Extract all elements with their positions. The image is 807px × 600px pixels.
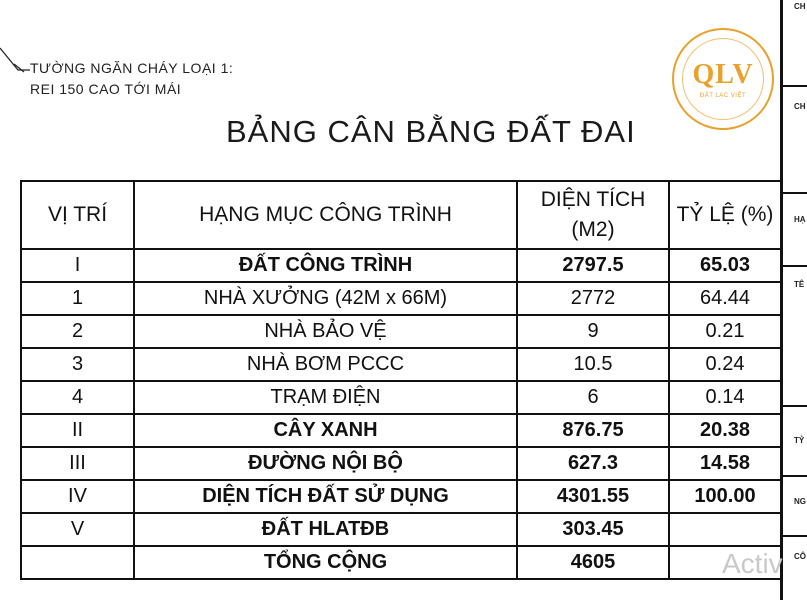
cell-area: 6 xyxy=(517,381,669,414)
table-row xyxy=(21,414,781,447)
strip-label: TÊ xyxy=(794,280,805,289)
cell-item: NHÀ BƠM PCCC xyxy=(134,348,517,381)
header-position: VỊ TRÍ xyxy=(21,181,134,249)
table-header-row xyxy=(21,181,781,249)
cell-position: IV xyxy=(21,480,134,513)
strip-label: TỶ xyxy=(794,436,805,445)
logo-text: QLV xyxy=(692,59,754,90)
cell-position: 2 xyxy=(21,315,134,348)
table-title: BẢNG CÂN BẰNG ĐẤT ĐAI xyxy=(226,114,636,149)
cell-ratio: 0.24 xyxy=(669,348,781,381)
strip-divider xyxy=(783,85,807,87)
table-row xyxy=(21,513,781,546)
cell-area: 303.45 xyxy=(517,513,669,546)
cell-position: 4 xyxy=(21,381,134,414)
cell-item: DIỆN TÍCH ĐẤT SỬ DỤNG xyxy=(134,480,517,513)
cell-item: NHÀ XƯỞNG (42M x 66M) xyxy=(134,282,517,315)
strip-label: CH xyxy=(794,102,806,111)
cell-item: CÂY XANH xyxy=(134,414,517,447)
cell-position: II xyxy=(21,414,134,447)
cell-position: 1 xyxy=(21,282,134,315)
wall-note xyxy=(30,58,233,100)
strip-divider xyxy=(783,265,807,267)
cell-area: 4605 xyxy=(517,546,669,579)
strip-divider xyxy=(783,192,807,194)
cell-item: ĐẤT CÔNG TRÌNH xyxy=(134,249,517,282)
cell-area: 4301.55 xyxy=(517,480,669,513)
strip-divider xyxy=(783,405,807,407)
table-row xyxy=(21,381,781,414)
cell-area: 10.5 xyxy=(517,348,669,381)
header-item: HẠNG MỤC CÔNG TRÌNH xyxy=(134,181,517,249)
cell-ratio: 20.38 xyxy=(669,414,781,447)
cell-ratio: 65.03 xyxy=(669,249,781,282)
strip-divider xyxy=(783,475,807,477)
strip-label: CH xyxy=(794,2,806,11)
cell-ratio: 14.58 xyxy=(669,447,781,480)
strip-divider xyxy=(783,535,807,537)
cell-item: NHÀ BẢO VỆ xyxy=(134,315,517,348)
table-row xyxy=(21,282,781,315)
table-row xyxy=(21,249,781,282)
cell-area: 627.3 xyxy=(517,447,669,480)
cell-ratio: 100.00 xyxy=(669,480,781,513)
cell-position xyxy=(21,546,134,579)
cell-item: ĐẤT HLATĐB xyxy=(134,513,517,546)
wall-note-line1: TƯỜNG NGĂN CHÁY LOẠI 1: xyxy=(30,60,234,76)
cell-area: 9 xyxy=(517,315,669,348)
activation-watermark: Activ xyxy=(722,548,783,579)
table-row xyxy=(21,348,781,381)
cell-area: 2772 xyxy=(517,282,669,315)
table-row xyxy=(21,315,781,348)
strip-label: CÔ xyxy=(794,552,806,561)
cell-ratio xyxy=(669,513,781,546)
header-area: DIỆN TÍCH (M2) xyxy=(517,181,669,249)
cell-area: 2797.5 xyxy=(517,249,669,282)
table-row xyxy=(21,480,781,513)
table-row xyxy=(21,546,781,579)
title-block-strip xyxy=(780,0,807,600)
strip-label: NG xyxy=(794,497,806,506)
wall-note-line2: REI 150 CAO TỚI MÁI xyxy=(30,81,182,97)
cell-item: ĐƯỜNG NỘI BỘ xyxy=(134,447,517,480)
cell-item: TỔNG CỘNG xyxy=(134,546,517,579)
cell-ratio: 0.21 xyxy=(669,315,781,348)
header-ratio: TỶ LỆ (%) xyxy=(669,181,781,249)
strip-label: HẠ xyxy=(794,215,806,224)
cell-position: V xyxy=(21,513,134,546)
land-balance-table xyxy=(20,180,782,580)
table-row xyxy=(21,447,781,480)
cell-item: TRẠM ĐIỆN xyxy=(134,381,517,414)
cell-ratio: 64.44 xyxy=(669,282,781,315)
cell-position: 3 xyxy=(21,348,134,381)
cell-ratio: 0.14 xyxy=(669,381,781,414)
cell-position: I xyxy=(21,249,134,282)
cell-area: 876.75 xyxy=(517,414,669,447)
cell-position: III xyxy=(21,447,134,480)
logo-subtext: ĐẤT LẠC VIỆT xyxy=(699,93,747,99)
company-logo xyxy=(672,28,774,130)
